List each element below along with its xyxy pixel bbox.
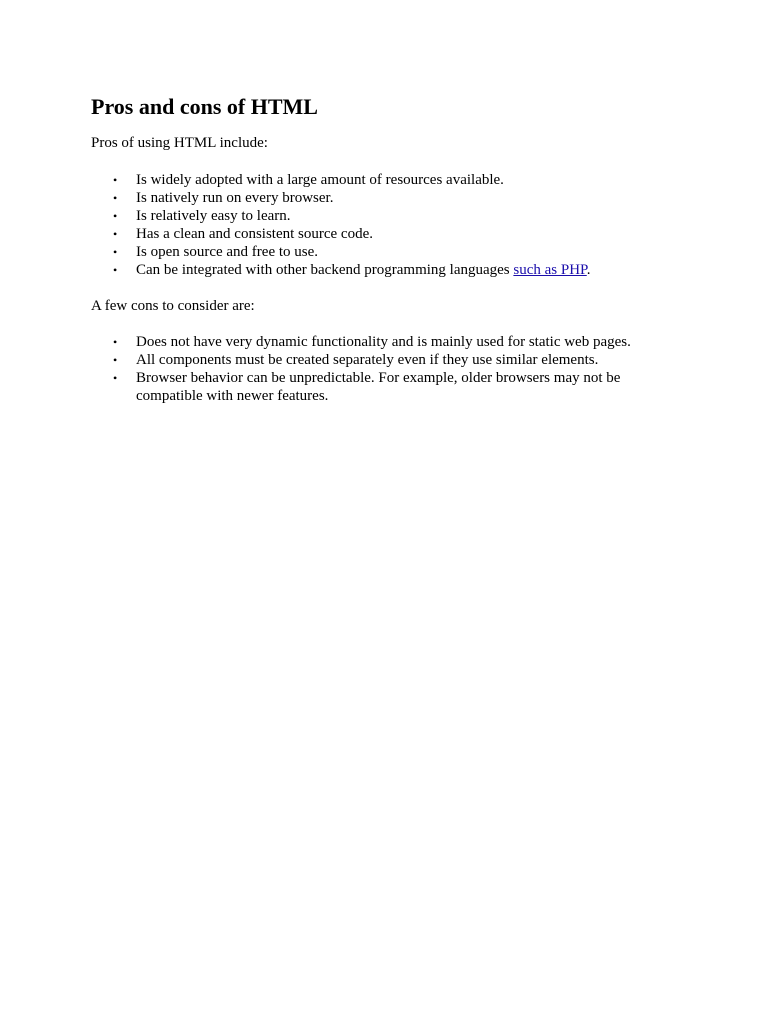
bullet-icon: • <box>113 353 118 367</box>
cons-intro: A few cons to consider are: <box>91 298 255 314</box>
bullet-icon: • <box>113 335 118 349</box>
bullet-icon: • <box>113 227 118 241</box>
list-item-text: Can be integrated with other backend programming languages <box>136 262 514 278</box>
bullet-icon: • <box>113 173 118 187</box>
bullet-icon: • <box>113 245 118 259</box>
list-item-text: Is natively run on every browser. <box>136 190 334 206</box>
cons-list <box>91 333 651 405</box>
link-suffix: . <box>586 262 591 278</box>
bullet-icon: • <box>113 191 118 205</box>
php-link[interactable]: such as PHP <box>513 262 587 278</box>
list-item-text: Does not have very dynamic functionality and is mainly used for static web pages. <box>136 334 631 350</box>
article-body <box>91 94 651 405</box>
list-item-text: Has a clean and consistent source code. <box>136 226 373 242</box>
list-item-text: Browser behavior can be unpredictable. For example, older browsers may not be compatible with newer features. <box>136 370 621 404</box>
list-item <box>113 243 651 261</box>
pros-intro: Pros of using HTML include: <box>91 135 268 151</box>
bullet-icon: • <box>113 209 118 223</box>
list-item <box>113 333 651 351</box>
list-item <box>113 369 651 405</box>
list-item <box>113 171 651 189</box>
list-item <box>113 261 651 279</box>
list-item <box>113 351 651 369</box>
list-item <box>113 207 651 225</box>
list-item-text: All components must be created separately even if they use similar elements. <box>136 352 599 368</box>
list-item-text: Is relatively easy to learn. <box>136 208 291 224</box>
page-title: Pros and cons of HTML <box>91 94 318 119</box>
bullet-icon: • <box>113 371 118 385</box>
list-item-text: Is widely adopted with a large amount of resources available. <box>136 172 504 188</box>
list-item-text: Is open source and free to use. <box>136 244 319 260</box>
bullet-icon: • <box>113 263 118 277</box>
list-item <box>113 225 651 243</box>
list-item <box>113 189 651 207</box>
pros-list <box>91 171 651 279</box>
